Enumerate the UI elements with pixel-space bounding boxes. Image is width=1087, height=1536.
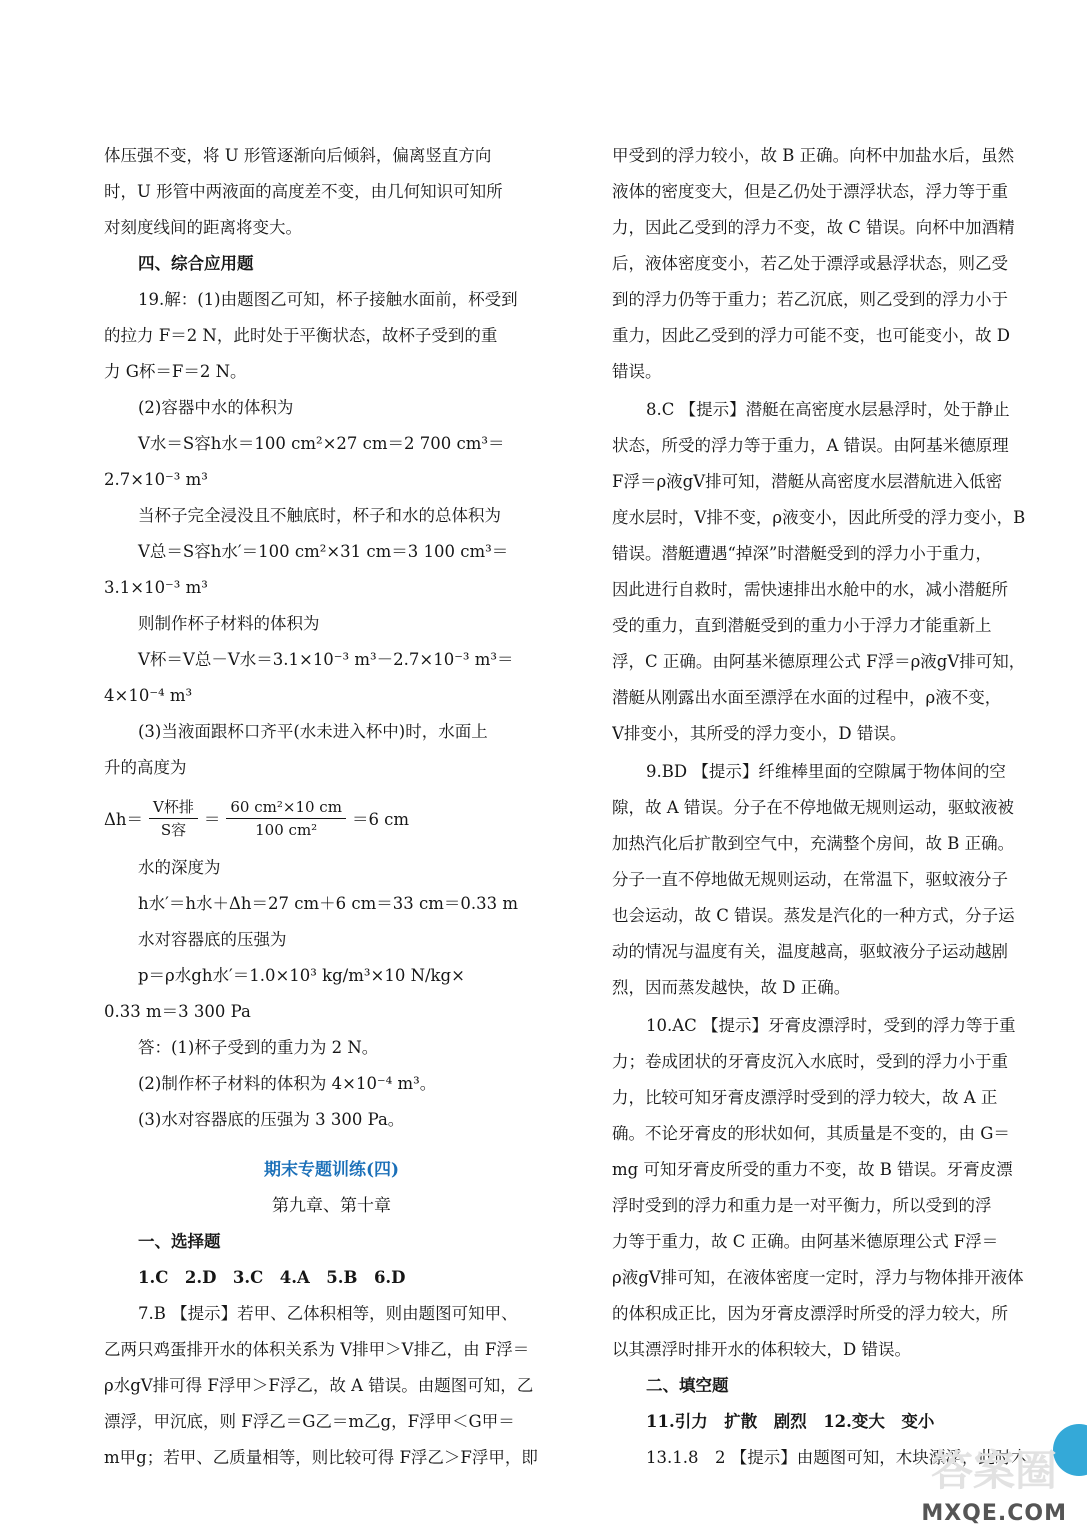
- text-line: 力，因此乙受到的浮力不变，故 C 错误。向杯中加酒精: [612, 218, 1015, 237]
- text-line: 液体的密度变大，但是乙仍处于漂浮状态，浮力等于重: [612, 182, 1008, 201]
- formula-line: V杯＝V总－V水＝3.1×10⁻³ m³－2.7×10⁻³ m³＝: [138, 650, 514, 669]
- answer-list: 11.引力 扩散 剧烈 12.变大 变小: [646, 1412, 935, 1431]
- text-line: ρ液gV排可知，在液体密度一定时，浮力与物体排开液体: [612, 1268, 1024, 1287]
- formula-rhs: ＝6 cm: [351, 810, 410, 829]
- text-line: 也会运动，故 C 错误。蒸发是汽化的一种方式，分子运: [612, 906, 1015, 925]
- text-line: 的体积成正比，因为牙膏皮漂浮时所受的浮力较大，所: [612, 1304, 1008, 1323]
- text-line: 的拉力 F＝2 N，此时处于平衡状态，故杯子受到的重: [104, 326, 498, 345]
- text-line: 水对容器底的压强为: [138, 930, 287, 949]
- text-line: 力，比较可知牙膏皮漂浮时受到的浮力较大，故 A 正: [612, 1088, 998, 1107]
- text-line: 受的重力，直到潜艇受到的重力小于浮力才能重新上: [612, 616, 992, 635]
- text-line: (3)当液面跟杯口齐平(水未进入杯中)时，水面上: [138, 722, 488, 741]
- numerator: 60 cm²×10 cm: [226, 796, 346, 819]
- formula-line: 4×10⁻⁴ m³: [104, 686, 193, 705]
- text-line: 浮，C 正确。由阿基米德原理公式 F浮＝ρ液gV排可知，: [612, 652, 1026, 671]
- section-subtitle: 第九章、第十章: [272, 1196, 391, 1216]
- text-line: 9.BD 【提示】纤维棒里面的空隙属于物体间的空: [646, 762, 1006, 781]
- text-line: 确。不论牙膏皮的形状如何，其质量是不变的，由 G＝: [612, 1124, 1010, 1143]
- left-column: [104, 138, 559, 1476]
- text-line: 体压强不变，将 U 形管逐渐向后倾斜，偏离竖直方向: [104, 146, 492, 165]
- text-line: 19.解：(1)由题图乙可知，杯子接触水面前，杯受到: [138, 290, 518, 309]
- text-line: 8.C 【提示】潜艇在高密度水层悬浮时，处于静止: [646, 400, 1010, 419]
- text-line: 7.B 【提示】若甲、乙体积相等，则由题图可知甲、: [138, 1304, 518, 1323]
- text-line: 动的情况与温度有关，温度越高，驱蚊液分子运动越剧: [612, 942, 1008, 961]
- formula-line: 2.7×10⁻³ m³: [104, 470, 208, 489]
- text-line: 力；卷成团状的牙膏皮沉入水底时，受到的浮力小于重: [612, 1052, 1008, 1071]
- text-line: ρ水gV排可得 F浮甲＞F浮乙，故 A 错误。由题图可知，乙: [104, 1376, 534, 1395]
- right-column: [612, 138, 1070, 1476]
- answer-list: 1.C 2.D 3.C 4.A 5.B 6.D: [138, 1268, 406, 1287]
- formula-line: 0.33 m＝3 300 Pa: [104, 1002, 251, 1021]
- text-line: 则制作杯子材料的体积为: [138, 614, 320, 633]
- answer-line: 答：(1)杯子受到的重力为 2 N。: [138, 1038, 379, 1057]
- text-line: 烈，因而蒸发越快，故 D 正确。: [612, 978, 851, 997]
- text-line: 漂浮，甲沉底，则 F浮乙＝G乙＝m乙g，F浮甲＜G甲＝: [104, 1412, 515, 1431]
- fraction-1: [149, 796, 198, 841]
- formula-line: 3.1×10⁻³ m³: [104, 578, 208, 597]
- text-line: 错误。潜艇遭遇“掉深”时潜艇受到的浮力小于重力，: [612, 544, 992, 563]
- text-line: m甲g；若甲、乙质量相等，则比较可得 F浮乙＞F浮甲，即: [104, 1448, 538, 1467]
- watermark-big-text: 答案圈: [930, 1446, 1057, 1495]
- text-line: V排变小，其所受的浮力变小，D 错误。: [612, 724, 907, 743]
- denominator: 100 cm²: [255, 820, 318, 839]
- text-line: 力 G杯＝F＝2 N。: [104, 362, 247, 381]
- text-line: 分子一直不停地做无规则运动，在常温下，驱蚊液分子: [612, 870, 1008, 889]
- text-line: 隙，故 A 错误。分子在不停地做无规则运动，驱蚊液被: [612, 798, 1014, 817]
- text-line: 以其漂浮时排开水的体积较大，D 错误。: [612, 1340, 911, 1359]
- text-line: mg 可知牙膏皮所受的重力不变，故 B 错误。牙膏皮漂: [612, 1160, 1013, 1179]
- text-line: 状态，所受的浮力等于重力，A 错误。由阿基米德原理: [612, 436, 1009, 455]
- text-line: 13.1.8 2 【提示】由题图可知，木块漂浮，此时木: [646, 1448, 1028, 1467]
- answer-line: (3)水对容器底的压强为 3 300 Pa。: [138, 1110, 405, 1129]
- text-line: 重力，因此乙受到的浮力可能不变，也可能变小，故 D: [612, 326, 1010, 345]
- fraction-formula: [104, 786, 559, 850]
- text-line: 时，U 形管中两液面的高度差不变，由几何知识可知所: [104, 182, 503, 201]
- denominator: S容: [160, 820, 187, 839]
- text-line: F浮＝ρ液gV排可知，潜艇从高密度水层潜航进入低密: [612, 472, 1003, 491]
- text-line: 到的浮力仍等于重力；若乙沉底，则乙受到的浮力小于: [612, 290, 1008, 309]
- watermark-site: MXQE.COM: [921, 1501, 1067, 1526]
- text-line: 升的高度为: [104, 758, 187, 777]
- text-line: 加热汽化后扩散到空气中，充满整个房间，故 B 正确。: [612, 834, 1015, 853]
- text-line: 因此进行自救时，需快速排出水舱中的水，减小潜艇所: [612, 580, 1008, 599]
- section-heading: 一、选择题: [138, 1232, 221, 1251]
- watermark-logo: [907, 1436, 1087, 1536]
- formula-line: h水′＝h水＋Δh＝27 cm＋6 cm＝33 cm＝0.33 m: [138, 894, 519, 913]
- equals: ＝: [203, 810, 221, 829]
- section-title: 期末专题训练(四): [263, 1160, 400, 1180]
- text-line: 度水层时，V排不变，ρ液变小，因此所受的浮力变小，B: [612, 508, 1026, 527]
- section-heading: 四、综合应用题: [138, 254, 254, 273]
- text-line: 后，液体密度变小，若乙处于漂浮或悬浮状态，则乙受: [612, 254, 1008, 273]
- formula-lhs: Δh＝: [104, 810, 144, 829]
- fraction-2: [226, 796, 346, 841]
- text-line: 10.AC 【提示】牙膏皮漂浮时，受到的浮力等于重: [646, 1016, 1016, 1035]
- text-line: (2)容器中水的体积为: [138, 398, 294, 417]
- formula-line: p＝ρ水gh水′＝1.0×10³ kg/m³×10 N/kg×: [138, 966, 465, 985]
- text-line: 浮时受到的浮力和重力是一对平衡力，所以受到的浮: [612, 1196, 992, 1215]
- numerator: V杯排: [149, 796, 198, 819]
- text-line: 当杯子完全浸没且不触底时，杯子和水的总体积为: [138, 506, 501, 525]
- section-heading: 二、填空题: [646, 1376, 729, 1395]
- text-line: 乙两只鸡蛋排开水的体积关系为 V排甲＞V排乙，由 F浮＝: [104, 1340, 530, 1359]
- text-line: 水的深度为: [138, 858, 221, 877]
- answer-line: (2)制作杯子材料的体积为 4×10⁻⁴ m³。: [138, 1074, 437, 1093]
- text-line: 错误。: [612, 362, 662, 381]
- text-line: 力等于重力，故 C 正确。由阿基米德原理公式 F浮＝: [612, 1232, 999, 1251]
- text-line: 潜艇从刚露出水面至漂浮在水面的过程中，ρ液不变，: [612, 688, 1002, 707]
- formula-line: V总＝S容h水′＝100 cm²×31 cm＝3 100 cm³＝: [138, 542, 509, 561]
- formula-line: V水＝S容h水＝100 cm²×27 cm＝2 700 cm³＝: [138, 434, 505, 453]
- text-line: 对刻度线间的距离将变大。: [104, 218, 302, 237]
- text-line: 甲受到的浮力较小，故 B 正确。向杯中加盐水后，虽然: [612, 146, 1015, 165]
